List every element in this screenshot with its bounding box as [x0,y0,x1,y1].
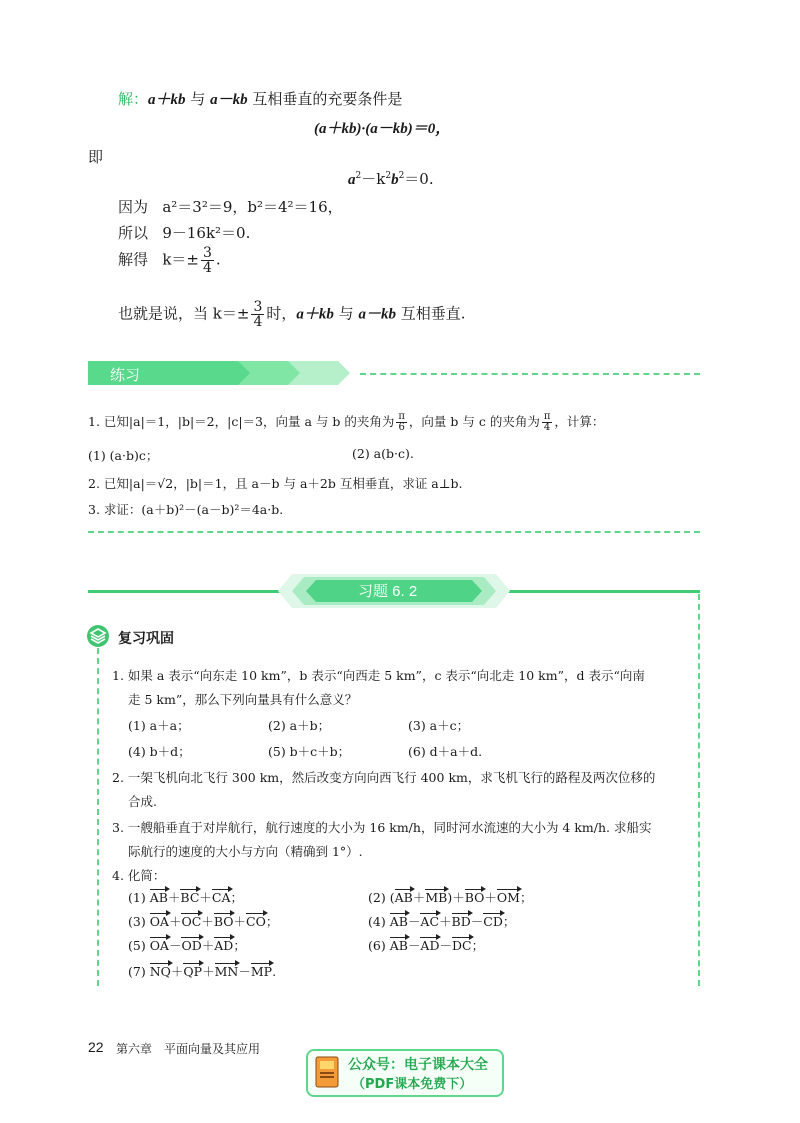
frac-den: 4 [253,314,263,330]
vector: AC [420,914,440,929]
q1-text-b: ，向量 b 与 c 的夹角为 [408,414,540,429]
item-end: ； [233,938,246,953]
vector: AB [389,938,408,953]
eq-c: b [391,172,399,188]
equation-1 [314,117,450,138]
vector: QP [183,964,203,979]
frac-den: 4 [203,260,212,276]
vector: MP [250,964,273,979]
book-icon [314,1055,342,1091]
exercise-rule-left [88,590,288,593]
exercise-right-border [698,594,700,986]
fraction [396,412,407,433]
fraction [542,412,553,433]
concl-c: a＋kb [296,306,334,323]
operator: － [407,914,421,929]
text: 互相垂直的充要条件是 [252,90,403,108]
item-label: (1) [128,890,150,905]
vector: DC [452,938,472,953]
item-end: ； [502,914,516,929]
frac-num: 3 [253,299,263,315]
chapter-title: 第六章 平面向量及其应用 [116,1042,261,1056]
ji-text: 即 [88,148,104,166]
so-label: 所以 [118,224,149,242]
frac-num: 3 [203,245,212,261]
operator: ＋ [199,890,212,905]
vector: BD [451,914,471,929]
conclusion-line [118,300,466,329]
eq-text: (a＋kb)·(a－kb)＝0， [314,121,451,137]
item-end: ； [265,914,279,929]
exercise-1-part: (4) b＋d； [128,744,191,759]
practice-q3: 3. 求证：(a＋b)²－(a－b)²＝4a·b. [88,502,284,517]
exercise-title: 习题 6. 2 [358,583,418,600]
item-end: . [272,964,277,979]
q1-text-c: ，计算： [554,414,605,429]
exercise-1-part: (6) d＋a＋d. [408,744,483,759]
so-line [118,222,250,243]
exercise-4-item [128,912,278,930]
operator: － [168,938,182,953]
badge [306,1049,504,1097]
exercise-4-item [368,888,532,906]
text: 与 [190,90,206,108]
vector: OA [149,914,169,929]
fraction [251,300,264,329]
operator: － [407,938,421,953]
vector: NQ [149,964,171,979]
practice-q1 [88,412,604,433]
solution-line-1 [118,88,402,109]
paren: ( [389,890,395,905]
solve-pre: k＝± [162,250,199,269]
vector: AD [214,938,234,953]
practice-q1-part1: (1) (a·b)c； [88,448,159,463]
practice-q1-part2: (2) a(b·c). [352,446,414,461]
vector: MB [425,890,448,905]
vector: CD [483,914,503,929]
badge-line-1: 公众号：电子课本大全 [348,1057,488,1073]
operator: ＋ [201,914,214,929]
expr: a－kb [210,92,248,108]
exercise-1-part: (2) a＋b； [268,718,331,733]
solve-label: 解得 [118,250,149,269]
concl-d: 与 [338,304,354,323]
operator: ＋ [170,964,184,979]
solve-line [118,246,221,275]
operator: ＋ [233,914,246,929]
concl-b: 时， [266,304,297,323]
so-text: 9－16k²＝0. [162,224,251,242]
page-number: 22 [88,1039,104,1055]
concl-f: 互相垂直. [400,304,466,323]
operator: ＋ [167,890,181,905]
exercise-4-item [368,936,484,954]
expr: a＋kb [148,92,186,108]
vector: BO [464,890,485,905]
exercise-1-part: (5) b＋c＋b； [268,744,351,759]
exercise-4-title: 4. 化简： [112,868,166,883]
vector: OD [181,938,202,953]
practice-divider [360,373,700,375]
solve-post: . [215,250,221,269]
vector: CO [246,914,266,929]
operator: ＋ [484,890,497,905]
operator: )＋ [447,890,465,905]
exercise-4-item [128,936,246,954]
vector: OC [181,914,202,929]
equation-2: $a^2-k^2b^2=0$. [348,170,434,188]
practice-q2: 2. 已知|a|＝√2，|b|＝1，且 a－b 与 a＋2b 互相垂直，求证 a⊥b. [88,476,463,491]
vector: OM [496,890,520,905]
because-text: a²＝3²＝9，b²＝4²＝16， [162,198,343,216]
exercise-4-item [128,888,243,906]
frac-num: π [543,411,551,422]
exercise-1-part: (3) a＋c； [408,718,470,733]
exercise-1-line-2: 走 5 km”，那么下列向量具有什么意义？ [128,692,358,707]
solution-label: 解： [118,91,149,108]
exercise-1-part: (1) a＋a； [128,718,190,733]
item-label: (6) [368,938,390,953]
frac-den: 4 [542,422,553,433]
exercise-1-line-1: 1. 如果 a 表示“向东走 10 km”，b 表示“向西走 5 km”，c 表示“向北走 10 km”，d 表示“向南 [112,668,645,683]
frac-num: π [398,411,405,422]
item-label: (4) [368,914,390,929]
vector: MN [214,964,239,979]
vector: AB [389,914,408,929]
operator: ＋ [412,890,426,905]
eq-b: －k [361,170,386,188]
item-end: ； [471,938,485,953]
vector: BO [213,914,234,929]
item-label: (3) [128,914,150,929]
exercise-4-item [368,912,515,930]
operator: － [238,964,251,979]
operator: － [439,938,452,953]
because-line [118,196,343,217]
because-label: 因为 [118,198,149,216]
fraction [201,246,214,275]
exercise-3-line-1: 3. 一艘船垂直于对岸航行，航行速度的大小为 16 km/h，同时河水流速的大小为 4 km/h. 求船实 [112,820,652,835]
vector: AB [149,890,168,905]
exercise-2-line-1: 2. 一架飞机向北飞行 300 km，然后改变方向向西飞行 400 km，求飞机飞行的路程及两次位移的 [112,770,656,785]
operator: ＋ [201,938,215,953]
concl-e: a－kb [358,306,396,323]
vector: AD [420,938,440,953]
item-label: (2) [368,890,390,905]
vector: OA [149,938,169,953]
section-title: 复习巩固 [118,631,174,647]
vector: CA [211,890,231,905]
item-end: ； [519,890,533,905]
q1-text-a: 1. 已知|a|＝1，|b|＝2，|c|＝3，向量 a 与 b 的夹角为 [88,414,395,429]
exercise-rule-right [500,590,700,593]
vector: AB [394,890,413,905]
frac-den: 6 [396,422,407,433]
operator: － [470,914,484,929]
layers-icon [86,624,110,648]
item-end: ； [230,890,244,905]
exercise-left-border [97,648,99,986]
badge-line-2: （PDF课本免费下） [352,1077,473,1092]
eq-d: ＝0. [404,170,434,188]
item-label: (7) [128,964,150,979]
vector: BC [180,890,200,905]
exercise-4-item [128,962,276,980]
operator: ＋ [202,964,215,979]
exercise-2-line-2: 合成. [128,794,157,809]
item-label: (5) [128,938,150,953]
exercise-3-line-2: 际航行的速度的大小与方向（精确到 1°）. [128,844,363,859]
practice-title: 练习 [110,367,141,384]
concl-a: 也就是说，当 k＝± [118,304,250,323]
operator: ＋ [439,914,452,929]
operator: ＋ [168,914,182,929]
eq-a: a [348,172,356,188]
practice-end-divider [88,531,700,533]
